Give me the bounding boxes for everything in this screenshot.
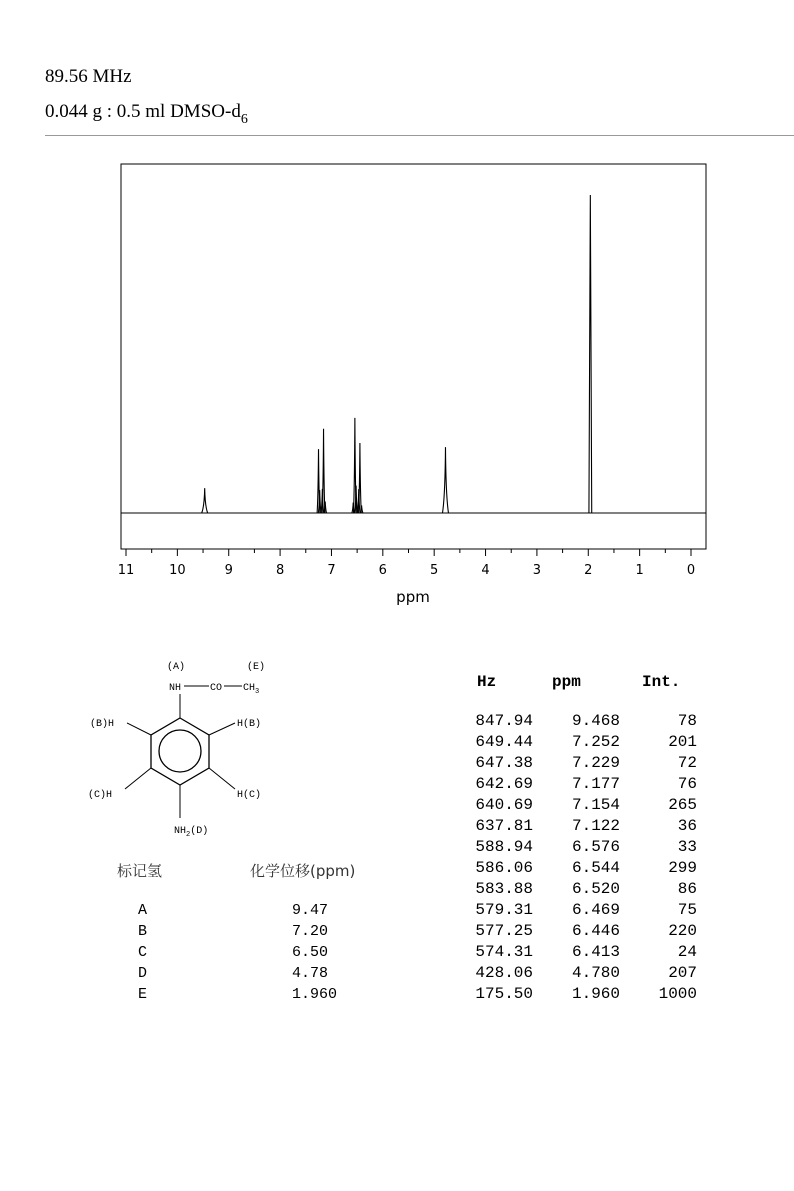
peak-int-cell: 201 (668, 733, 697, 751)
plot-frame (121, 164, 706, 549)
x-tick-label: 9 (224, 563, 233, 578)
x-tick-label: 2 (584, 563, 593, 578)
peak-int-cell: 207 (668, 964, 697, 982)
peak-ppm-cell: 7.229 (571, 754, 620, 772)
peak-ppm-cell: 9.468 (571, 712, 620, 730)
nh2-group (174, 825, 208, 839)
bond-hb-left (127, 723, 151, 735)
spectrum-peak (589, 195, 592, 513)
peak-hz-cell: 586.06 (475, 859, 533, 877)
peak-ppm-cell: 6.446 (571, 922, 620, 940)
x-axis-label: ppm (396, 588, 430, 606)
peak-hz-cell: 642.69 (475, 775, 533, 793)
assign-shift-cell: 1.960 (292, 986, 338, 1003)
x-tick-label: 11 (117, 563, 135, 578)
ch3-sub: 3 (255, 688, 260, 696)
benzene-ring (151, 718, 209, 785)
bond-hb-right (209, 723, 235, 735)
ch3-group (243, 683, 259, 696)
x-tick-label: 1 (635, 563, 644, 578)
assign-shift-cell: 7.20 (292, 923, 329, 940)
assign-label-cell: B (138, 923, 148, 940)
peak-table-hz-column (455, 711, 533, 1005)
peak-ppm-cell: 6.576 (571, 838, 620, 856)
peak-hz-cell: 175.50 (475, 985, 533, 1003)
peak-table-header-int: Int. (642, 673, 681, 691)
nh2-sub: 2 (186, 831, 191, 839)
assign-label-cell: D (138, 965, 148, 982)
sample-subscript: 6 (240, 112, 248, 127)
assign-header-shift: 化学位移(ppm) (250, 862, 356, 880)
peak-ppm-cell: 7.122 (571, 817, 620, 835)
hc-right-label: H(C) (237, 790, 262, 801)
x-tick-label: 4 (481, 563, 490, 578)
spectrum-peak (442, 447, 448, 513)
nh-group: NH (169, 683, 182, 694)
spectrum-peak (359, 443, 362, 513)
peak-int-cell: 36 (677, 817, 697, 835)
x-tick-label: 10 (169, 563, 186, 578)
x-tick-label: 3 (532, 563, 542, 578)
x-tick-label: 7 (327, 563, 336, 578)
peak-int-cell: 76 (677, 775, 697, 793)
x-tick-label: 0 (686, 563, 696, 578)
peak-hz-cell: 579.31 (475, 901, 533, 919)
hb-left-label: (B)H (90, 719, 115, 730)
peak-int-cell: 1000 (658, 985, 697, 1003)
peak-table-header-hz: Hz (477, 673, 497, 691)
assign-label-cell: E (138, 986, 148, 1003)
x-axis-ticks (118, 549, 695, 578)
peak-hz-cell: 574.31 (475, 943, 533, 961)
peak-ppm-cell: 6.469 (571, 901, 620, 919)
label-a: (A) (167, 662, 186, 673)
assign-shift-cell: 4.78 (292, 965, 329, 982)
bond-hc-left (125, 768, 151, 789)
spectrum-peak (202, 488, 208, 513)
spectrometer-frequency: 89.56 MHz (45, 66, 132, 87)
nh2-label: (D) (190, 826, 209, 837)
assign-shift-cell: 9.47 (292, 902, 329, 919)
nh2-text: NH (174, 826, 187, 837)
peak-hz-cell: 649.44 (475, 733, 533, 751)
peak-hz-cell: 637.81 (475, 817, 533, 835)
assign-label-column (138, 900, 147, 1005)
peak-ppm-cell: 1.960 (571, 985, 620, 1003)
peak-table-int-column (630, 711, 697, 1005)
peak-int-cell: 33 (677, 838, 697, 856)
peak-hz-cell: 847.94 (475, 712, 533, 730)
peak-hz-cell: 577.25 (475, 922, 533, 940)
molecule-structure (80, 655, 300, 845)
peak-int-cell: 265 (668, 796, 697, 814)
hb-right-label: H(B) (237, 719, 262, 730)
peak-int-cell: 24 (677, 943, 697, 961)
nmr-spectrum-chart (0, 150, 794, 610)
peak-hz-cell: 428.06 (475, 964, 533, 982)
x-tick-label: 5 (430, 563, 439, 578)
peak-int-cell: 86 (677, 880, 697, 898)
assign-label-cell: A (138, 902, 148, 919)
peak-hz-cell: 583.88 (475, 880, 533, 898)
peak-ppm-cell: 6.544 (571, 859, 620, 877)
label-e: (E) (247, 662, 266, 673)
peak-ppm-cell: 7.252 (571, 733, 620, 751)
peak-int-cell: 72 (677, 754, 697, 772)
peak-ppm-cell: 4.780 (571, 964, 620, 982)
peak-hz-cell: 640.69 (475, 796, 533, 814)
hc-left-label: (C)H (88, 790, 113, 801)
peak-ppm-cell: 7.177 (571, 775, 620, 793)
spectrum-peak (322, 429, 325, 513)
aromatic-circle (159, 730, 201, 772)
co-group: CO (210, 683, 223, 694)
peak-ppm-cell: 6.413 (571, 943, 620, 961)
ch3-text: CH (243, 683, 256, 694)
peak-hz-cell: 647.38 (475, 754, 533, 772)
peak-hz-cell: 588.94 (475, 838, 533, 856)
x-tick-label: 8 (275, 563, 285, 578)
assign-shift-cell: 6.50 (292, 944, 329, 961)
bond-hc-right (209, 768, 235, 789)
peak-int-cell: 299 (668, 859, 697, 877)
peak-ppm-cell: 6.520 (571, 880, 620, 898)
peak-table-header-ppm: ppm (552, 673, 581, 691)
x-tick-label: 6 (378, 563, 387, 578)
header-divider (45, 135, 794, 136)
peak-int-cell: 220 (668, 922, 697, 940)
peak-lines (202, 195, 592, 513)
assign-label-cell: C (138, 944, 148, 961)
peak-ppm-cell: 7.154 (571, 796, 620, 814)
peak-int-cell: 75 (677, 901, 697, 919)
peak-table-ppm-column (540, 711, 620, 1005)
sample-description (45, 101, 248, 128)
assign-header-label: 标记氢 (117, 862, 163, 880)
sample-text: 0.044 g : 0.5 ml DMSO-d (45, 101, 241, 122)
peak-int-cell: 78 (677, 712, 697, 730)
assign-shift-column (292, 900, 337, 1005)
